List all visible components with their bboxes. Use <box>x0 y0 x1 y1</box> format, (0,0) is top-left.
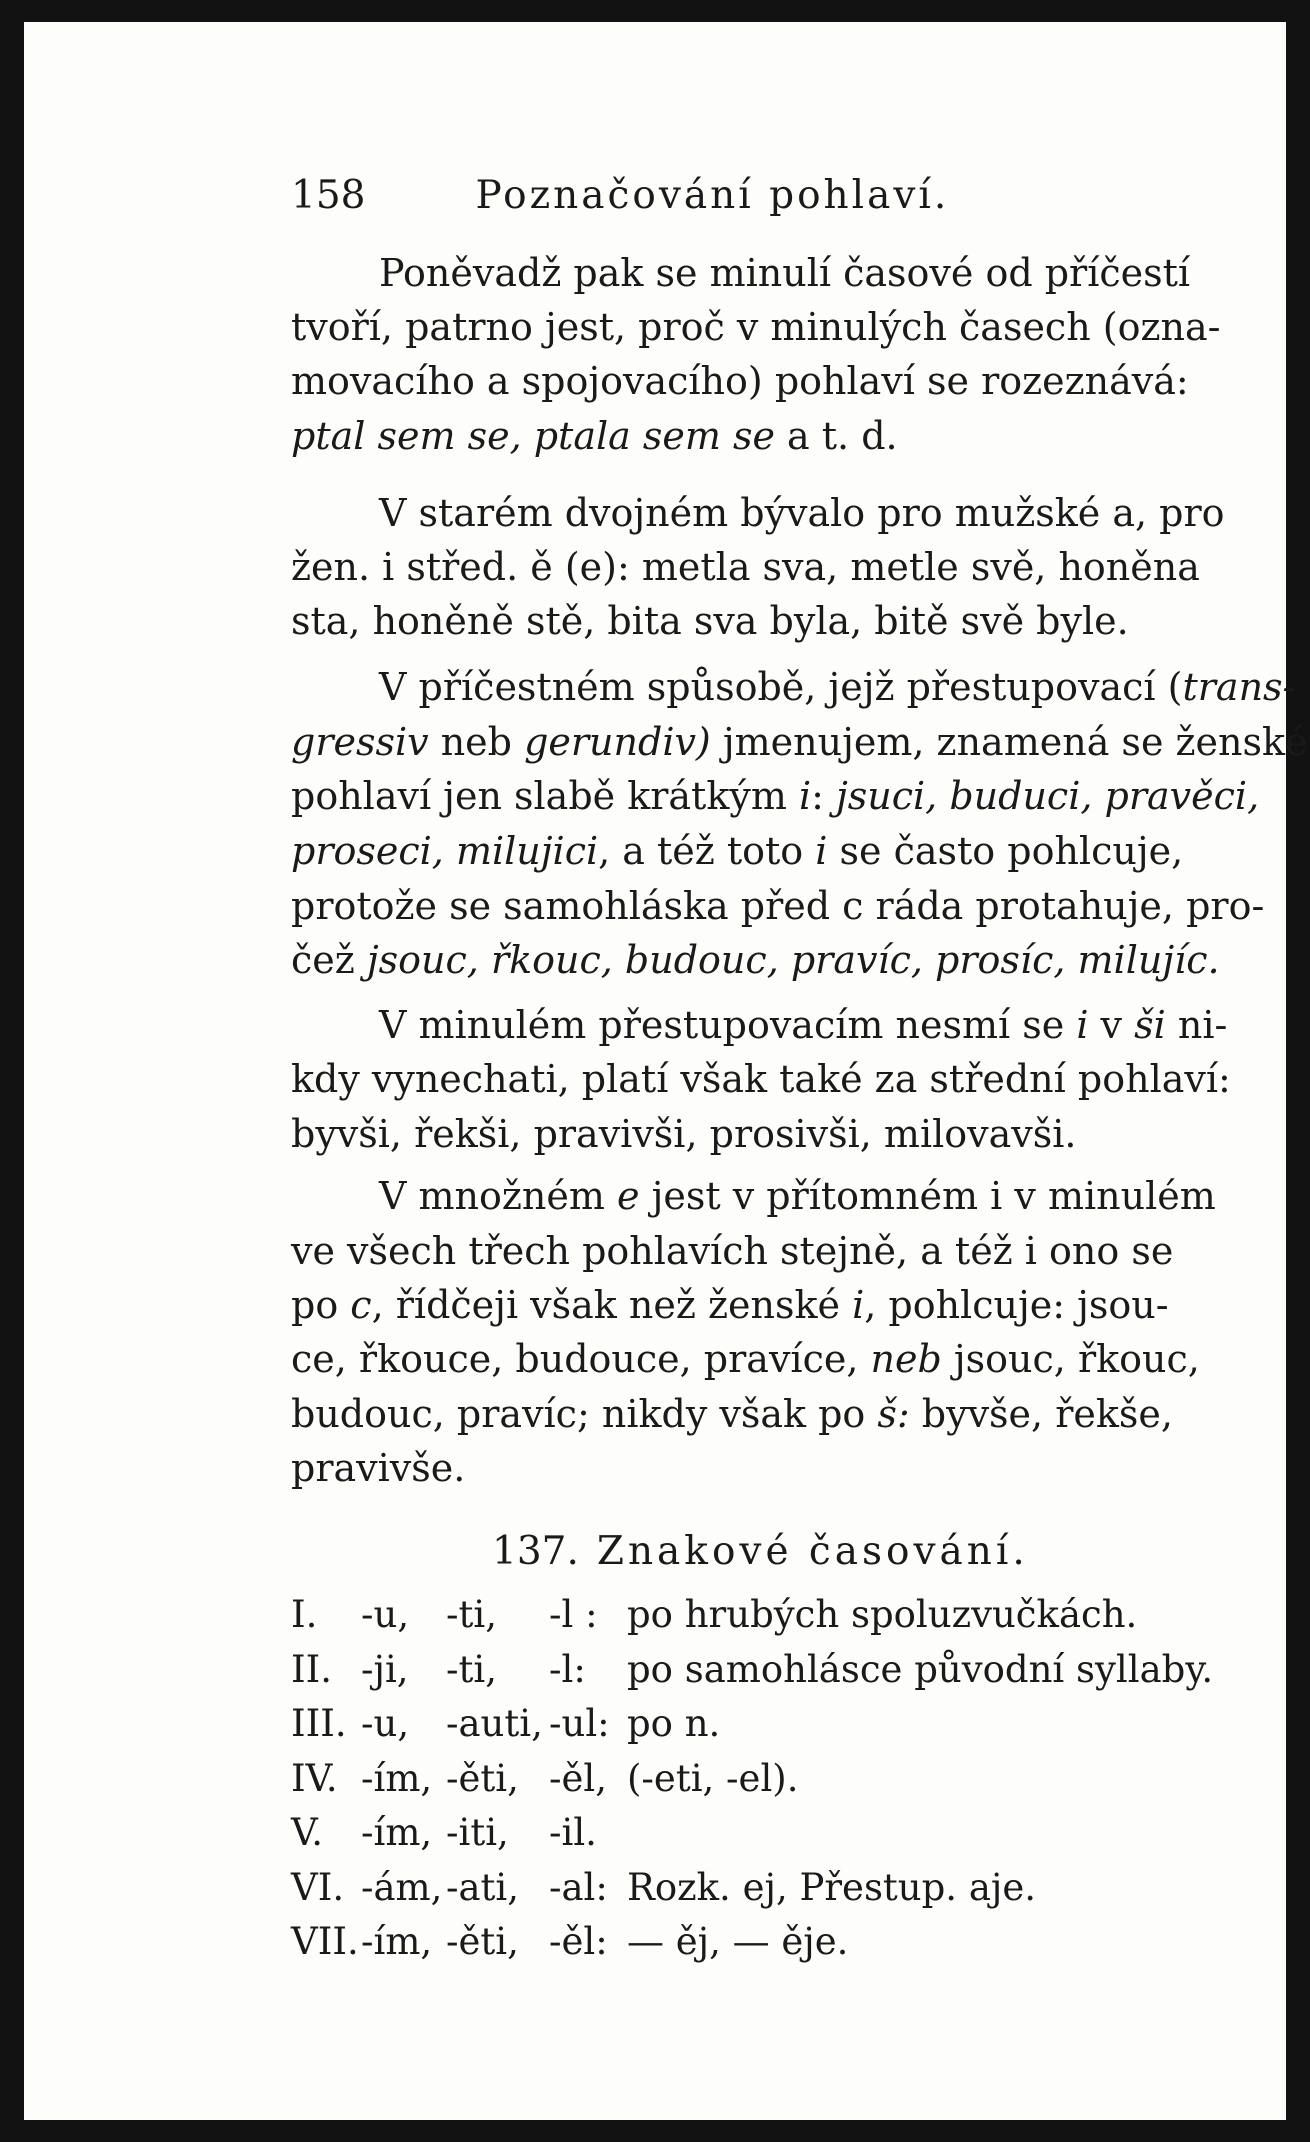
running-title: Poznačování pohlaví. <box>475 173 950 218</box>
ending-c3: -ěl, <box>549 1756 607 1800</box>
text-run: po <box>291 1283 351 1327</box>
paragraph-3-line-6 <box>291 934 1249 986</box>
ending-c3: -ul: <box>549 1702 610 1745</box>
ending-c2: -auti, <box>446 1702 543 1745</box>
ending-c1: -ím, <box>361 1920 433 1963</box>
ending-c3: -il. <box>549 1811 597 1854</box>
conjugation-row <box>291 1862 1249 1914</box>
class-numeral: III. <box>291 1702 347 1745</box>
italic-letter: e <box>617 1174 640 1218</box>
class-numeral: IV. <box>291 1756 338 1800</box>
paragraph-5-line-1 <box>291 1170 1310 1222</box>
ending-c3: -l : <box>549 1593 598 1636</box>
ending-c2: -ěti, <box>446 1756 519 1800</box>
italic-term: trans- <box>1182 665 1296 709</box>
italic-letter: š: <box>877 1392 910 1436</box>
conjugation-row <box>291 1644 1249 1696</box>
italic-letter: ši <box>1134 1003 1166 1047</box>
paragraph-1-line-2: tvoří, patrno jest, proč v minulých časech (ozna- <box>291 305 1221 349</box>
ending-c1: -ím, <box>361 1811 433 1854</box>
italic-examples: jsuci, buduci, pravěci, <box>835 774 1260 818</box>
italic-letter: c <box>350 1283 372 1327</box>
text-run: byvše, řekše, <box>909 1392 1173 1436</box>
class-numeral: II. <box>291 1647 332 1691</box>
italic-examples: proseci, milujici <box>291 829 599 873</box>
paragraph-1-line-1: Poněvadž pak se minulí časové od příčestí <box>379 251 1191 295</box>
paragraph-3-line-3 <box>291 770 1260 822</box>
conjugation-row <box>291 1916 1249 1968</box>
text-run: v <box>1088 1003 1135 1047</box>
paragraph-1-line-3: movacího a spojovacího) pohlaví se rozeznává: <box>291 359 1189 403</box>
paragraph-2-line-2: žen. i střed. ě (e): metla sva, metle svě, honěna <box>291 545 1200 589</box>
section-title: Znakové časování. <box>596 1529 1029 1574</box>
class-numeral: VI. <box>291 1865 345 1909</box>
page-number: 158 <box>291 173 366 218</box>
paragraph-5-line-5 <box>291 1388 1249 1440</box>
italic-letter: i <box>1076 1003 1089 1047</box>
ending-c1: -u, <box>361 1593 410 1636</box>
paragraph-5-line-4 <box>291 1333 1249 1385</box>
text-run: jmenujem, znamená se ženské <box>710 720 1308 764</box>
text-run: pohlaví jen slabě krátkým <box>291 774 799 818</box>
ending-c1: -ji, <box>361 1647 409 1691</box>
section-number: 137. <box>492 1529 579 1574</box>
class-note: po n. <box>627 1702 721 1745</box>
ending-c2: -ti, <box>446 1593 497 1636</box>
text-run: jsouc, řkouc, <box>941 1337 1200 1381</box>
text-run: , řídčeji však než ženské <box>371 1283 853 1327</box>
class-numeral: V. <box>291 1811 324 1854</box>
italic-letter: i <box>852 1283 865 1327</box>
book-page <box>24 22 1308 2120</box>
text-run: jest v přítomném i v minulém <box>639 1174 1216 1218</box>
italic-letter: i <box>815 829 828 873</box>
ending-c2: -ěti, <box>446 1920 519 1963</box>
class-note: Rozk. ej, Přestup. aje. <box>627 1865 1037 1909</box>
class-numeral: I. <box>291 1593 318 1636</box>
italic-term: gerundiv) <box>524 720 711 764</box>
ending-c3: -l: <box>549 1647 586 1691</box>
class-note: po hrubých spoluzvučkách. <box>627 1593 1138 1636</box>
conjugation-row <box>291 1807 1249 1859</box>
paragraph-3-line-4 <box>291 825 1249 877</box>
paragraph-1-line-4 <box>291 410 1249 462</box>
paragraph-3-line-2 <box>291 716 1308 768</box>
italic-letter: i <box>798 774 812 818</box>
section-heading <box>291 1526 1310 1578</box>
class-note: po samohlásce původní syllaby. <box>627 1647 1214 1691</box>
paragraph-5-line-3 <box>291 1279 1249 1331</box>
paragraph-3-line-1 <box>291 661 1310 713</box>
ending-c3: -al: <box>549 1865 608 1909</box>
text-run: a t. d. <box>774 414 898 458</box>
text-run: V minulém přestupovacím nesmí se <box>379 1003 1077 1047</box>
text-run: ni- <box>1165 1003 1228 1047</box>
ending-c1: -ím, <box>361 1756 433 1800</box>
text-run: se často pohlcuje, <box>827 829 1184 873</box>
paragraph-4-line-2: kdy vynechati, platí však také za střední pohlaví: <box>291 1057 1231 1101</box>
text-run: , a též toto <box>598 829 816 873</box>
text-run: , pohlcuje: jsou- <box>864 1283 1169 1327</box>
class-numeral: VII. <box>291 1920 359 1963</box>
paragraph-2-line-3: sta, honěně stě, bita sva byla, bitě svě byle. <box>291 599 1129 643</box>
italic-examples: jsouc, řkouc, budouc, pravíc, prosíc, milujíc. <box>366 938 1220 982</box>
text-run: : <box>811 774 836 818</box>
text-run: ce, řkouce, budouce, pravíce, <box>291 1337 871 1381</box>
paragraph-4-line-3: byvši, řekši, pravivši, prosivši, milovavši. <box>291 1112 1077 1156</box>
conjugation-row <box>291 1753 1249 1805</box>
italic-word: neb <box>870 1337 942 1381</box>
ending-c2: -ti, <box>446 1647 497 1691</box>
class-note: (-eti, -el). <box>627 1756 799 1800</box>
text-run: V příčestném spůsobě, jejž přestupovací ( <box>379 665 1183 709</box>
paragraph-5-line-2: ve všech třech pohlavích stejně, a též i ono se <box>291 1229 1174 1273</box>
ending-c1: -u, <box>361 1702 410 1745</box>
conjugation-row <box>291 1589 1249 1641</box>
ending-c1: -ám, <box>361 1865 443 1909</box>
italic-term: gressiv <box>291 720 429 764</box>
paragraph-5-line-6: pravivše. <box>291 1446 466 1490</box>
paragraph-3-line-5: protože se samohláska před c ráda protahuje, pro- <box>291 884 1265 928</box>
text-run: neb <box>428 720 525 764</box>
conjugation-row <box>291 1698 1249 1750</box>
class-note: — ěj, — ěje. <box>627 1920 849 1963</box>
ending-c2: -iti, <box>446 1811 509 1854</box>
ending-c3: -ěl: <box>549 1920 608 1963</box>
text-run: budouc, pravíc; nikdy však po <box>291 1392 878 1436</box>
text-run: V množném <box>379 1174 618 1218</box>
paragraph-2-line-1: V starém dvojném bývalo pro mužské a, pro <box>379 491 1225 535</box>
running-header <box>291 170 1249 222</box>
paragraph-4-line-1 <box>291 999 1310 1051</box>
ending-c2: -ati, <box>446 1865 520 1909</box>
italic-phrase: ptal sem se, ptala sem se <box>291 414 775 458</box>
text-run: čež <box>291 938 367 982</box>
